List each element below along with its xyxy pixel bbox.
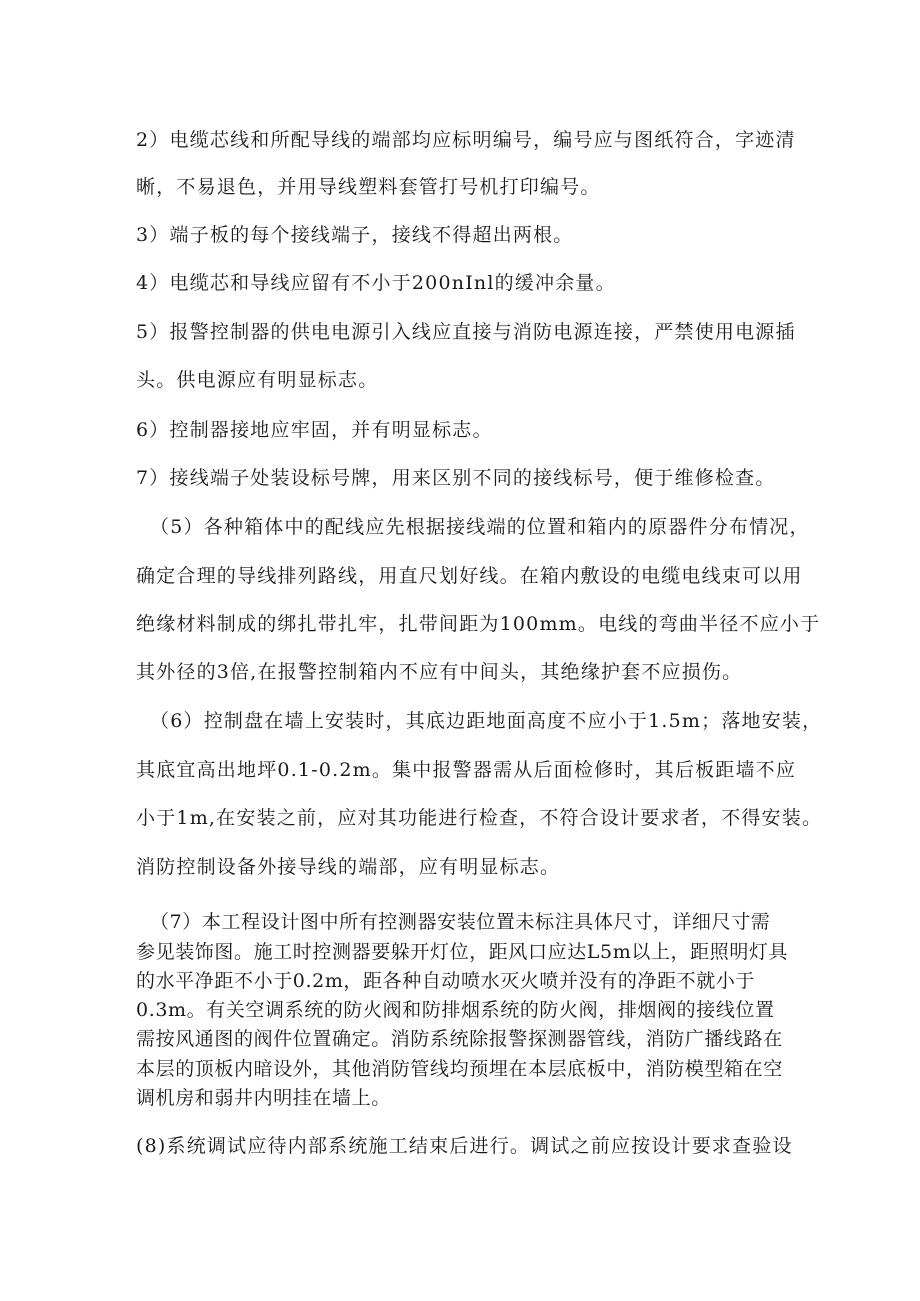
text-line: 7）接线端子处装设标号牌，用来区别不同的接线标号，便于维修检查。: [136, 467, 776, 489]
text-line: 其底宜高出地坪0.1-0.2m。集中报警器需从后面检修时，其后板距墙不应: [136, 759, 797, 781]
text-line: 的水平净距不小于0.2m，距各种自动喷水灭火喷并没有的净距不就小于: [136, 970, 756, 992]
text-line: 晰，不易退色，并用导线塑料套管打号机打印编号。: [136, 176, 601, 198]
text-line: 6）控制器接地应牢固，并有明显标志。: [136, 419, 493, 441]
text-line: (8)系统调试应待内部系统施工结束后进行。调试之前应按设计要求查验设: [136, 1135, 793, 1157]
text-line: 4）电缆芯和导线应留有不小于200nInl的缓冲余量。: [136, 272, 616, 294]
text-line: 2）电缆芯线和所配导线的端部均应标明编号，编号应与图纸符合，字迹清: [136, 129, 796, 151]
text-line: 本层的顶板内暗设外，其他消防管线均预埋在本层底板中，消防模型箱在空: [136, 1058, 783, 1080]
text-line: 参见装饰图。施工时控测器要躲开灯位，距风口应达L5m以上，距照明灯具: [136, 941, 789, 963]
text-line: 调机房和弱井内明挂在墙上。: [136, 1087, 391, 1109]
text-line: 消防控制设备外接导线的端部，应有明显标志。: [136, 856, 561, 878]
text-line: 需按风通图的阀件位置确定。消防系统除报警探测器管线，消防广播线路在: [136, 1028, 783, 1050]
text-line: 确定合理的导线排列路线，用直尺划好线。在箱内敷设的电缆电线束可以用: [136, 565, 803, 587]
text-line: 头。供电源应有明显标志。: [136, 369, 379, 391]
text-line: 0.3m。有关空调系统的防火阀和防排烟系统的防火阀，排烟阀的接线位置: [136, 999, 775, 1021]
text-line: 绝缘材料制成的绑扎带扎牢，扎带间距为100mm。电线的弯曲半径不应小于: [136, 613, 821, 635]
text-line: 5）报警控制器的供电电源引入线应直接与消防电源连接，严禁使用电源插: [136, 321, 796, 343]
text-line: （6）控制盘在墙上安装时，其底边距地面高度不应小于1.5m；落地安装，: [150, 710, 823, 732]
text-line: （7）本工程设计图中所有控测器安装位置未标注具体尺寸，详细尺寸需: [150, 911, 771, 933]
text-line: 其外径的3倍,在报警控制箱内不应有中间头，其绝缘护套不应损伤。: [136, 661, 743, 683]
text-line: （5）各种箱体中的配线应先根据接线端的位置和箱内的原器件分布情况，: [150, 516, 810, 538]
text-line: 小于1m,在安装之前，应对其功能进行检查，不符合设计要求者，不得安装。: [136, 807, 823, 829]
text-line: 3）端子板的每个接线端子，接线不得超出两根。: [136, 224, 574, 246]
